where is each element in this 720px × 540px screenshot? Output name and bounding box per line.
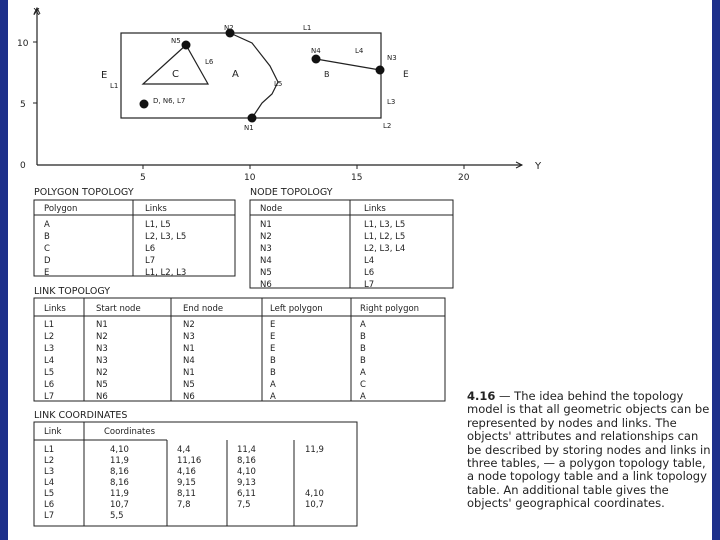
link-topology-cell: N1 — [183, 344, 195, 354]
link-coordinates-cell: 11,9 — [110, 456, 129, 466]
link-coordinates-cell: 8,16 — [237, 456, 256, 466]
polygon-label-c: C — [172, 69, 179, 80]
link-label-l5: L5 — [274, 80, 283, 88]
polygon-label-b: B — [324, 70, 330, 79]
link-coordinates-cell: 4,10 — [305, 489, 324, 499]
link-coordinates-cell: 6,11 — [237, 489, 256, 499]
node-topology-cell: L6 — [364, 268, 375, 278]
link-label-l6: L6 — [205, 58, 214, 66]
link-topology-cell: B — [360, 332, 366, 342]
link-coordinates-header: Coordinates — [104, 427, 156, 437]
x-tick-label-10: 10 — [244, 173, 256, 183]
link-topology-header: Start node — [96, 304, 141, 314]
polygon-topology-cell: A — [44, 220, 50, 230]
polygon-label-e-left: E — [101, 70, 108, 81]
y-tick-label-0: 0 — [20, 161, 26, 171]
link-coordinates-cell: 8,11 — [177, 489, 196, 499]
figure-caption — [467, 390, 711, 511]
link-topology-cell: N6 — [96, 392, 108, 402]
link-topology-cell: E — [270, 332, 276, 342]
link-topology-cell: N1 — [183, 368, 195, 378]
polygon-topology-cell: B — [44, 232, 50, 242]
node-topology-cell: L1, L3, L5 — [364, 220, 406, 230]
link-coordinates-cell: 11,4 — [237, 445, 256, 455]
link-topology-cell: A — [270, 392, 276, 402]
link-topology-cell: N6 — [183, 392, 195, 402]
link-topology-cell: N3 — [183, 332, 195, 342]
link-topology-header: Left polygon — [270, 304, 323, 314]
link-topology-cell: L5 — [44, 368, 55, 378]
link-coordinates-header: Link — [44, 427, 62, 437]
link-coordinates-cell: L3 — [44, 467, 55, 477]
link-coordinates-cell: 9,15 — [177, 478, 196, 488]
link-topology-cell: L2 — [44, 332, 55, 342]
link-topology-cell: B — [270, 356, 276, 366]
polygon-topology-cell: L1, L5 — [145, 220, 171, 230]
link-topology-cell: L6 — [44, 380, 55, 390]
y-tick-label-10: 10 — [17, 39, 29, 49]
node-topology-cell: L1, L2, L5 — [364, 232, 406, 242]
link-label-l1-left: L1 — [110, 82, 119, 90]
polygon-topology-header: Polygon — [44, 204, 78, 214]
link-coordinates-cell: L7 — [44, 511, 55, 521]
node-topology-cell: N6 — [260, 280, 272, 290]
node-label-n3: N3 — [387, 54, 397, 62]
link-topology-cell: B — [360, 344, 366, 354]
link-label-l1: L1 — [303, 24, 312, 32]
polygon-topology-cell: E — [44, 268, 50, 278]
link-l4-line — [316, 59, 380, 70]
link-topology-cell: N1 — [96, 320, 108, 330]
link-coordinates-cell: L6 — [44, 500, 55, 510]
axis-y-label: Y — [535, 161, 542, 172]
polygon-topology-cell: L6 — [145, 244, 156, 254]
link-topology-cell: N4 — [183, 356, 195, 366]
link-topology-cell: N2 — [96, 368, 108, 378]
node-n5-marker — [182, 41, 191, 50]
link-topology-cell: C — [360, 380, 366, 390]
link-label-l4: L4 — [355, 47, 364, 55]
node-topology-cell: N5 — [260, 268, 272, 278]
polygon-label-a: A — [232, 69, 239, 80]
map-diagram — [33, 8, 522, 169]
link-topology-cell: A — [360, 392, 366, 402]
node-n6-label: D, N6, L7 — [153, 97, 186, 105]
link-topology-cell: B — [270, 368, 276, 378]
node-topology-cell: L4 — [364, 256, 375, 266]
caption-text: — The idea behind the topology model is that all geometric objects can be represented by nodes and links. The objects' attributes and relationships can be described by storing nodes and links in three tables, — a polygon topology table, a node topology table and a link topology table. An additional table gives the objects' geographical coordinates. — [467, 389, 711, 511]
link-topology-cell: B — [360, 356, 366, 366]
outer-boundary — [121, 33, 381, 118]
link-coordinates-cell: L4 — [44, 478, 55, 488]
node-n4-marker — [312, 55, 321, 64]
link-coordinates-cell: L5 — [44, 489, 55, 499]
polygon-topology-cell: L2, L3, L5 — [145, 232, 187, 242]
link-coordinates-cell: L2 — [44, 456, 55, 466]
link-label-l2: L2 — [383, 122, 392, 130]
link-label-l3: L3 — [387, 98, 396, 106]
link-coordinates-cell: 10,7 — [305, 500, 324, 510]
node-topology-cell: N1 — [260, 220, 272, 230]
link-coordinates-cell: 8,16 — [110, 467, 129, 477]
link-topology-header: Links — [44, 304, 66, 314]
link-coordinates-cell: 4,4 — [177, 445, 191, 455]
link-topology-cell: L4 — [44, 356, 55, 366]
link-topology-cell: A — [270, 380, 276, 390]
caption-number: 4.16 — [467, 389, 496, 403]
link-topology-cell: N2 — [96, 332, 108, 342]
axis-x-label: X — [33, 7, 40, 18]
link-topology-cell: N5 — [183, 380, 195, 390]
polygon-topology-cell: L1, L2, L3 — [145, 268, 187, 278]
link-topology-cell: L3 — [44, 344, 55, 354]
x-tick-label-15: 15 — [351, 173, 363, 183]
link-topology-cell: N2 — [183, 320, 195, 330]
node-n3-marker — [376, 66, 385, 75]
node-topology-header: Node — [260, 204, 283, 214]
link-topology-cell: L1 — [44, 320, 55, 330]
node-topology-cell: N4 — [260, 256, 272, 266]
polygon-topology-cell: D — [44, 256, 51, 266]
link-coordinates-cell: 7,8 — [177, 500, 191, 510]
link-coordinates-cell: 11,16 — [177, 456, 202, 466]
link-coordinates-cell: 11,9 — [110, 489, 129, 499]
node-topology-header: Links — [364, 204, 386, 214]
node-topology-cell: L2, L3, L4 — [364, 244, 406, 254]
polygon-topology-header: Links — [145, 204, 167, 214]
link-topology-header: Right polygon — [360, 304, 420, 314]
link-topology-title: LINK TOPOLOGY — [34, 286, 111, 297]
link-topology-header: End node — [183, 304, 224, 314]
node-label-n2: N2 — [224, 24, 234, 32]
node-topology-cell: N3 — [260, 244, 272, 254]
x-tick-label-5: 5 — [140, 173, 146, 183]
link-topology-cell: N3 — [96, 356, 108, 366]
link-coordinates-cell: 4,10 — [110, 445, 129, 455]
link-coordinates-cell: L1 — [44, 445, 55, 455]
link-coordinates-cell: 11,9 — [305, 445, 324, 455]
link-coordinates-cell: 8,16 — [110, 478, 129, 488]
y-tick-label-5: 5 — [20, 100, 26, 110]
node-label-n4: N4 — [311, 47, 321, 55]
node-topology-cell: N2 — [260, 232, 272, 242]
link-topology-cell: N5 — [96, 380, 108, 390]
link-topology-cell: L7 — [44, 392, 55, 402]
link-topology-cell: A — [360, 320, 366, 330]
link-coordinates-title: LINK COORDINATES — [34, 410, 128, 421]
link-coordinates-cell: 4,10 — [237, 467, 256, 477]
link-topology-cell: E — [270, 344, 276, 354]
link-coordinates-cell: 5,5 — [110, 511, 124, 521]
link-coordinates-cell: 9,13 — [237, 478, 256, 488]
link-coordinates-cell: 10,7 — [110, 500, 129, 510]
node-label-n5: N5 — [171, 37, 181, 45]
polygon-label-e-right: E — [403, 70, 409, 80]
node-label-n1: N1 — [244, 124, 254, 132]
link-topology-cell: A — [360, 368, 366, 378]
polygon-topology-cell: L7 — [145, 256, 156, 266]
link-coordinates-cell: 4,16 — [177, 467, 196, 477]
node-topology-cell: L7 — [364, 280, 375, 290]
polygon-topology-title: POLYGON TOPOLOGY — [34, 187, 134, 198]
node-n6-marker — [140, 100, 149, 109]
x-tick-label-20: 20 — [458, 173, 470, 183]
polygon-topology-cell: C — [44, 244, 50, 254]
link-coordinates-cell: 7,5 — [237, 500, 251, 510]
link-topology-cell: N3 — [96, 344, 108, 354]
node-n1-marker — [248, 114, 257, 123]
link-topology-cell: E — [270, 320, 276, 330]
node-topology-title: NODE TOPOLOGY — [250, 187, 333, 198]
